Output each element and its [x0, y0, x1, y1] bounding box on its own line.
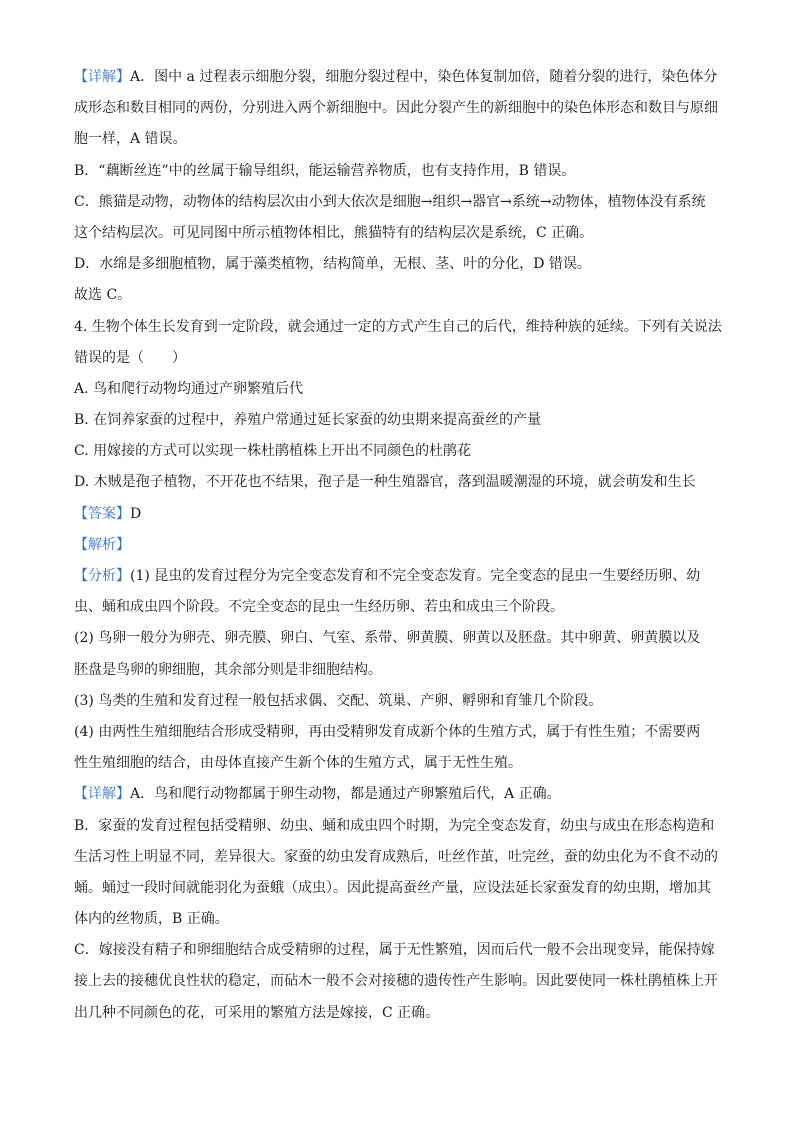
- line-text: B. 在饲养家蚕的过程中，养殖户常通过延长家蚕的幼虫期来提高蚕丝的产量: [74, 412, 542, 429]
- line-text: 错误的是（ ）: [74, 349, 186, 366]
- line-text: 虫、蛹和成虫四个阶段。不完全变态的昆虫一生经历卵、若虫和成虫三个阶段。: [74, 599, 564, 616]
- text-line: [74, 467, 724, 498]
- text-line: [74, 249, 724, 280]
- text-line: [74, 748, 724, 779]
- line-text: C．熊猫是动物，动物体的结构层次由小到大依次是细胞→组织→器官→系统→动物体，植物体没有系统: [74, 193, 706, 210]
- line-text: 出几种不同颜色的花，可采用的繁殖方法是嫁接，C 正确。: [74, 1004, 440, 1021]
- line-text: D．水绵是多细胞植物，属于藻类植物，结构简单，无根、茎、叶的分化，D 错误。: [74, 256, 591, 273]
- line-text: (4) 由两性生殖细胞结合形成受精卵，再由受精卵发育成新个体的生殖方式，属于有性生殖；不需要两: [74, 723, 701, 740]
- text-line: [74, 686, 724, 717]
- text-line: [74, 623, 724, 654]
- line-text: 蛹。蛹过一段时间就能羽化为蚕蛾（成虫）。因此提高蚕丝产量，应设法延长家蚕发育的幼虫期，增加其: [74, 879, 711, 896]
- line-text: (1) 昆虫的发育过程分为完全变态发育和不完全变态发育。完全变态的昆虫一生要经历卵、幼: [130, 568, 701, 584]
- line-text: 胞一样，A 错误。: [74, 131, 187, 148]
- line-text: 接上去的接穗优良性状的稳定，而砧木一般不会对接穗的遗传性产生影响。因此要使同一株杜鹃植株上开: [74, 973, 718, 990]
- text-line: [74, 374, 724, 405]
- line-text: 性生殖细胞的结合，由母体直接产生新个体的生殖方式，属于无性生殖。: [74, 755, 522, 772]
- line-text: 生活习性上明显不同，差异很大。家蚕的幼虫发育成熟后，吐丝作茧，吐完丝，蚕的幼虫化为不食不动的: [74, 848, 718, 865]
- line-text: A．鸟和爬行动物都属于卵生动物，都是通过产卵繁殖后代，A 正确。: [130, 786, 561, 803]
- text-line: [74, 62, 724, 93]
- text-line: [74, 187, 724, 218]
- line-text: C．嫁接没有精子和卵细胞结合成受精卵的过程，属于无性繁殖，因而后代一般不会出现变异，能保持嫁: [74, 942, 715, 959]
- text-line: [74, 561, 724, 592]
- line-text: 这个结构层次。可见同图中所示植物体相比，熊猫特有的结构层次是系统，C 正确。: [74, 224, 594, 241]
- text-line: [74, 998, 724, 1029]
- text-line: [74, 811, 724, 842]
- text-line: [74, 904, 724, 935]
- line-text: 4. 生物个体生长发育到一定阶段，就会通过一定的方式产生自己的后代，维持种族的延续。下列有关说法: [74, 318, 722, 335]
- text-line: [74, 93, 724, 124]
- line-text: D. 木贼是孢子植物，不开花也不结果，孢子是一种生殖器官，落到温暖潮湿的环境，就会萌发和生长: [74, 474, 696, 491]
- section-tag: 【解析】: [74, 536, 130, 553]
- text-line: [74, 935, 724, 966]
- text-line: [74, 436, 724, 467]
- section-tag: 【分析】: [74, 568, 130, 584]
- section-tag: 【详解】: [74, 69, 130, 85]
- line-text: C. 用嫁接的方式可以实现一株杜鹃植株上开出不同颜色的杜鹃花: [74, 443, 472, 460]
- text-line: [74, 499, 724, 530]
- text-line: [74, 966, 724, 997]
- text-line: [74, 530, 724, 561]
- text-line: [74, 842, 724, 873]
- text-line: [74, 655, 724, 686]
- text-line: [74, 280, 724, 311]
- line-text: 成形态和数目相同的两份，分别进入两个新细胞中。因此分裂产生的新细胞中的染色体形态和数目与原细: [74, 100, 718, 117]
- line-text: B．“藕断丝连”中的丝属于输导组织，能运输营养物质，也有支持作用，B 错误。: [74, 162, 576, 179]
- text-line: [74, 717, 724, 748]
- line-text: 胚盘是鸟卵的卵细胞，其余部分则是非细胞结构。: [74, 661, 382, 678]
- text-line: [74, 312, 724, 343]
- line-text: B．家蚕的发育过程包括受精卵、幼虫、蛹和成虫四个时期，为完全变态发育，幼虫与成虫在形态构造和: [74, 817, 715, 834]
- text-line: [74, 156, 724, 187]
- line-text: 故选 C。: [74, 287, 132, 304]
- text-line: [74, 779, 724, 810]
- document-page: [74, 62, 724, 1029]
- line-text: A. 鸟和爬行动物均通过产卵繁殖后代: [74, 380, 304, 397]
- line-text: D: [130, 505, 142, 522]
- text-line: [74, 218, 724, 249]
- line-text: (3) 鸟类的生殖和发育过程一般包括求偶、交配、筑巢、产卵、孵卵和育雏几个阶段。: [74, 692, 603, 709]
- section-tag: 【答案】: [74, 505, 130, 522]
- line-text: A．图中 a 过程表示细胞分裂，细胞分裂过程中，染色体复制加倍，随着分裂的进行，染色体分: [130, 69, 718, 85]
- text-line: [74, 873, 724, 904]
- line-text: 体内的丝物质，B 正确。: [74, 911, 229, 928]
- line-text: (2) 鸟卵一般分为卵壳、卵壳膜、卵白、气室、系带、卵黄膜、卵黄以及胚盘。其中卵黄、卵黄膜以及: [74, 630, 701, 647]
- text-line: [74, 124, 724, 155]
- text-line: [74, 343, 724, 374]
- text-line: [74, 405, 724, 436]
- text-line: [74, 592, 724, 623]
- section-tag: 【详解】: [74, 786, 130, 803]
